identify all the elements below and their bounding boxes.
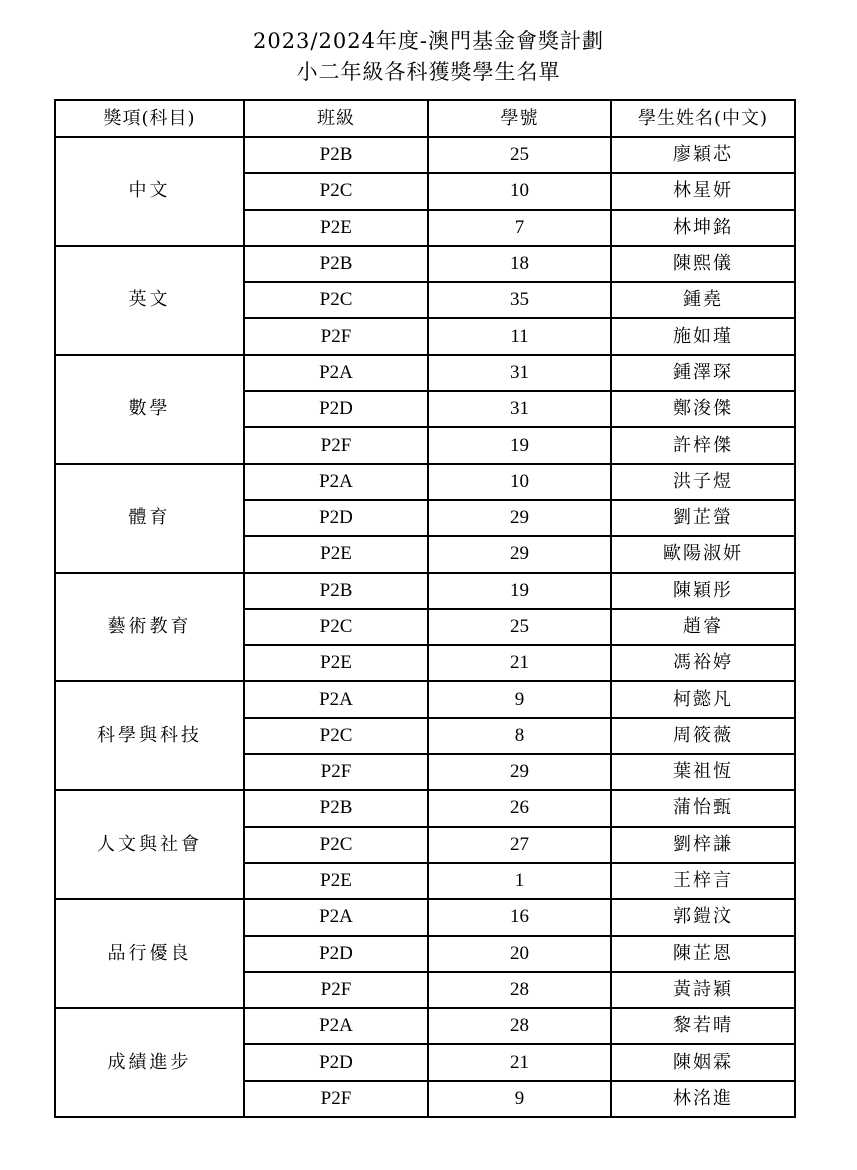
subject-cell: 藝術教育 xyxy=(55,573,244,682)
student-number-cell: 11 xyxy=(428,318,611,354)
class-cell: P2C xyxy=(244,173,428,209)
student-number-cell: 35 xyxy=(428,282,611,318)
class-cell: P2A xyxy=(244,355,428,391)
table-row xyxy=(55,681,795,717)
student-name-cell: 陳芷恩 xyxy=(611,936,795,972)
student-name-cell: 歐陽淑妍 xyxy=(611,536,795,572)
class-cell: P2F xyxy=(244,1081,428,1117)
student-name-cell: 陳穎彤 xyxy=(611,573,795,609)
class-cell: P2F xyxy=(244,427,428,463)
class-cell: P2E xyxy=(244,536,428,572)
student-name-cell: 陳熙儀 xyxy=(611,246,795,282)
table-body xyxy=(55,137,795,1117)
student-number-cell: 25 xyxy=(428,609,611,645)
class-cell: P2C xyxy=(244,282,428,318)
header-student-number: 學號 xyxy=(428,100,611,137)
student-number-cell: 7 xyxy=(428,210,611,246)
student-number-cell: 18 xyxy=(428,246,611,282)
class-cell: P2D xyxy=(244,500,428,536)
student-name-cell: 鍾堯 xyxy=(611,282,795,318)
student-name-cell: 許梓傑 xyxy=(611,427,795,463)
student-number-cell: 20 xyxy=(428,936,611,972)
document-title: 2023/2024年度-澳門基金會獎計劃 xyxy=(252,29,605,53)
header-subject: 獎項(科目) xyxy=(55,100,244,137)
class-cell: P2B xyxy=(244,573,428,609)
student-name-cell: 鍾澤琛 xyxy=(611,355,795,391)
table-row xyxy=(55,355,795,391)
student-number-cell: 1 xyxy=(428,863,611,899)
student-name-cell: 洪子煜 xyxy=(611,464,795,500)
student-name-cell: 劉芷螢 xyxy=(611,500,795,536)
class-cell: P2C xyxy=(244,609,428,645)
student-number-cell: 26 xyxy=(428,790,611,826)
class-cell: P2C xyxy=(244,827,428,863)
student-number-cell: 19 xyxy=(428,427,611,463)
class-cell: P2A xyxy=(244,899,428,935)
table-row xyxy=(55,137,795,173)
student-number-cell: 29 xyxy=(428,754,611,790)
subject-cell: 數學 xyxy=(55,355,244,464)
student-name-cell: 趙睿 xyxy=(611,609,795,645)
student-number-cell: 16 xyxy=(428,899,611,935)
class-cell: P2E xyxy=(244,863,428,899)
student-number-cell: 28 xyxy=(428,972,611,1008)
class-cell: P2A xyxy=(244,681,428,717)
subject-cell: 體育 xyxy=(55,464,244,573)
class-cell: P2F xyxy=(244,754,428,790)
class-cell: P2F xyxy=(244,318,428,354)
subject-cell: 科學與科技 xyxy=(55,681,244,790)
class-cell: P2B xyxy=(244,137,428,173)
student-number-cell: 31 xyxy=(428,391,611,427)
student-name-cell: 林星妍 xyxy=(611,173,795,209)
header-class: 班級 xyxy=(244,100,428,137)
table-row xyxy=(55,464,795,500)
table-row xyxy=(55,246,795,282)
header-student-name: 學生姓名(中文) xyxy=(611,100,795,137)
student-number-cell: 10 xyxy=(428,173,611,209)
student-name-cell: 林洺進 xyxy=(611,1081,795,1117)
student-name-cell: 黃詩穎 xyxy=(611,972,795,1008)
student-number-cell: 9 xyxy=(428,1081,611,1117)
class-cell: P2D xyxy=(244,936,428,972)
subject-cell: 英文 xyxy=(55,246,244,355)
student-number-cell: 25 xyxy=(428,137,611,173)
class-cell: P2F xyxy=(244,972,428,1008)
student-name-cell: 劉梓謙 xyxy=(611,827,795,863)
subject-cell: 人文與社會 xyxy=(55,790,244,899)
awards-table xyxy=(54,99,796,1118)
student-name-cell: 陳姻霖 xyxy=(611,1044,795,1080)
student-name-cell: 馮裕婷 xyxy=(611,645,795,681)
table-row xyxy=(55,790,795,826)
class-cell: P2E xyxy=(244,210,428,246)
student-name-cell: 周筱薇 xyxy=(611,718,795,754)
header-row xyxy=(55,100,795,137)
table-row xyxy=(55,899,795,935)
student-number-cell: 10 xyxy=(428,464,611,500)
student-number-cell: 28 xyxy=(428,1008,611,1044)
student-number-cell: 27 xyxy=(428,827,611,863)
student-number-cell: 31 xyxy=(428,355,611,391)
student-number-cell: 29 xyxy=(428,500,611,536)
subject-cell: 中文 xyxy=(55,137,244,246)
class-cell: P2E xyxy=(244,645,428,681)
class-cell: P2B xyxy=(244,790,428,826)
student-number-cell: 21 xyxy=(428,645,611,681)
student-number-cell: 19 xyxy=(428,573,611,609)
student-number-cell: 29 xyxy=(428,536,611,572)
student-number-cell: 9 xyxy=(428,681,611,717)
class-cell: P2A xyxy=(244,464,428,500)
document-subtitle: 小二年級各科獲獎學生名單 xyxy=(296,60,561,84)
student-number-cell: 21 xyxy=(428,1044,611,1080)
table-row xyxy=(55,573,795,609)
student-name-cell: 王梓言 xyxy=(611,863,795,899)
student-name-cell: 葉祖恆 xyxy=(611,754,795,790)
table-header xyxy=(55,100,795,137)
class-cell: P2D xyxy=(244,1044,428,1080)
student-name-cell: 黎若晴 xyxy=(611,1008,795,1044)
student-name-cell: 柯懿凡 xyxy=(611,681,795,717)
table-row xyxy=(55,1008,795,1044)
student-name-cell: 郭鎧汶 xyxy=(611,899,795,935)
class-cell: P2C xyxy=(244,718,428,754)
subject-cell: 品行優良 xyxy=(55,899,244,1008)
student-name-cell: 廖穎芯 xyxy=(611,137,795,173)
student-name-cell: 林坤銘 xyxy=(611,210,795,246)
class-cell: P2D xyxy=(244,391,428,427)
class-cell: P2A xyxy=(244,1008,428,1044)
student-number-cell: 8 xyxy=(428,718,611,754)
class-cell: P2B xyxy=(244,246,428,282)
subject-cell: 成績進步 xyxy=(55,1008,244,1117)
student-name-cell: 蒲怡甄 xyxy=(611,790,795,826)
student-name-cell: 施如瑾 xyxy=(611,318,795,354)
student-name-cell: 鄭浚傑 xyxy=(611,391,795,427)
